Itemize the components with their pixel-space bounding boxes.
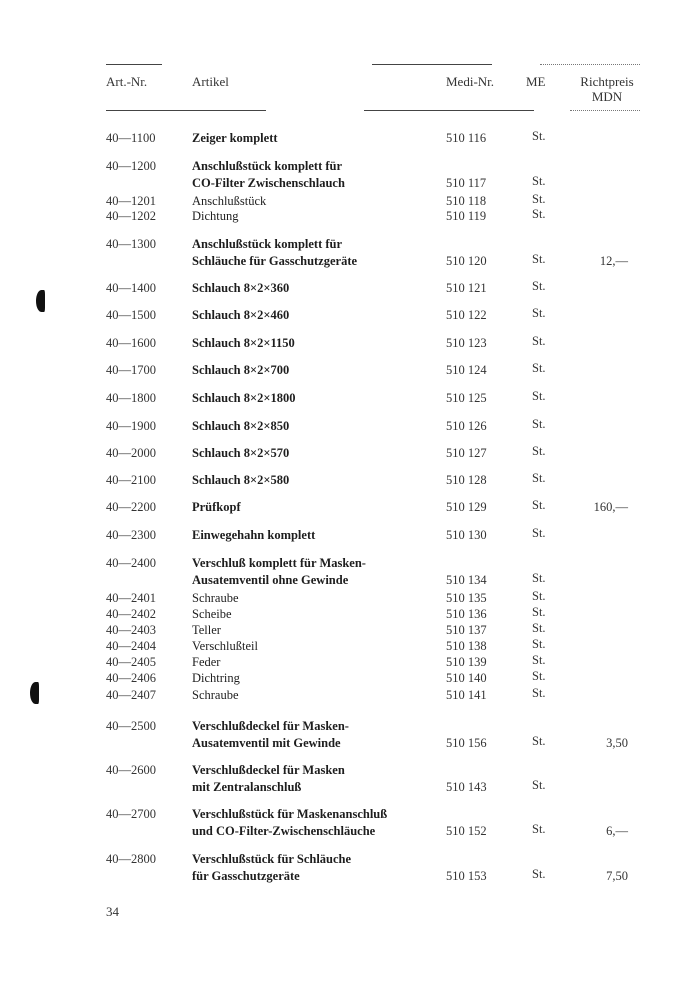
unit: St. — [532, 669, 546, 683]
article-name: Schraube — [192, 688, 239, 702]
header-rule-bottom-left — [106, 110, 266, 111]
unit: St. — [532, 778, 546, 792]
unit: St. — [532, 822, 546, 836]
medi-nr: 510 118 — [446, 194, 487, 208]
unit: St. — [532, 589, 546, 603]
article-name: Teller — [192, 623, 221, 637]
article-name: mit Zentralanschluß — [192, 780, 302, 794]
unit: St. — [532, 192, 546, 206]
unit: St. — [532, 129, 546, 143]
article-name: Schlauch 8×2×700 — [192, 363, 290, 377]
article-name: für Gasschutzgeräte — [192, 869, 300, 883]
art-nr: 40—2600 — [106, 763, 156, 777]
art-nr: 40—1700 — [106, 363, 156, 377]
unit: St. — [532, 279, 546, 293]
article-name: und CO-Filter-Zwischenschläuche — [192, 824, 376, 838]
article-name: Dichtung — [192, 209, 239, 223]
header-rule-top-mid — [372, 64, 492, 65]
unit: St. — [532, 207, 546, 221]
article-name: Schraube — [192, 591, 239, 605]
art-nr: 40—1400 — [106, 281, 156, 295]
article-name: Schlauch 8×2×360 — [192, 281, 290, 295]
unit: St. — [532, 498, 546, 512]
unit: St. — [532, 734, 546, 748]
unit: St. — [532, 444, 546, 458]
unit: St. — [532, 867, 546, 881]
unit: St. — [532, 621, 546, 635]
medi-nr: 510 119 — [446, 209, 487, 223]
article-name: Anschlußstück komplett für — [192, 159, 343, 173]
col-header-me: ME — [526, 74, 546, 89]
article-name: Scheibe — [192, 607, 232, 621]
col-header-richtpreis: Richtpreis — [580, 74, 634, 89]
article-name: Schlauch 8×2×570 — [192, 446, 290, 460]
article-name: Einwegehahn komplett — [192, 528, 316, 542]
header-rule-top-left — [106, 64, 162, 65]
medi-nr: 510 123 — [446, 336, 487, 350]
unit: St. — [532, 471, 546, 485]
medi-nr: 510 122 — [446, 308, 487, 322]
unit: St. — [532, 361, 546, 375]
art-nr: 40—2800 — [106, 852, 156, 866]
price: 6,— — [606, 824, 628, 838]
medi-nr: 510 120 — [446, 254, 487, 268]
article-name: Anschlußstück — [192, 194, 267, 208]
art-nr: 40—1300 — [106, 237, 156, 251]
art-nr: 40—2401 — [106, 591, 156, 605]
unit: St. — [532, 334, 546, 348]
article-name: Verschluß komplett für Masken- — [192, 556, 366, 570]
medi-nr: 510 126 — [446, 419, 487, 433]
article-name: Ausatemventil mit Gewinde — [192, 736, 341, 750]
article-name: CO-Filter Zwischenschlauch — [192, 176, 345, 190]
art-nr: 40—2406 — [106, 671, 156, 685]
medi-nr: 510 130 — [446, 528, 487, 542]
medi-nr: 510 124 — [446, 363, 487, 377]
art-nr: 40—1600 — [106, 336, 156, 350]
medi-nr: 510 139 — [446, 655, 487, 669]
art-nr: 40—2500 — [106, 719, 156, 733]
punch-hole-mark — [36, 290, 45, 312]
article-name: Verschlußstück für Schläuche — [192, 852, 352, 866]
page-number: 34 — [106, 904, 119, 919]
art-nr: 40—2403 — [106, 623, 156, 637]
medi-nr: 510 137 — [446, 623, 487, 637]
col-header-medi-nr: Medi-Nr. — [446, 74, 495, 89]
unit: St. — [532, 306, 546, 320]
medi-nr: 510 152 — [446, 824, 487, 838]
article-name: Prüfkopf — [192, 500, 241, 514]
price: 7,50 — [606, 869, 628, 883]
art-nr: 40—1100 — [106, 131, 156, 145]
art-nr: 40—2300 — [106, 528, 156, 542]
art-nr: 40—2400 — [106, 556, 156, 570]
unit: St. — [532, 653, 546, 667]
article-name: Verschlußteil — [192, 639, 258, 653]
article-name: Schlauch 8×2×850 — [192, 419, 290, 433]
medi-nr: 510 140 — [446, 671, 487, 685]
col-header-artikel: Artikel — [192, 74, 229, 89]
medi-nr: 510 141 — [446, 688, 487, 702]
medi-nr: 510 138 — [446, 639, 487, 653]
medi-nr: 510 136 — [446, 607, 487, 621]
medi-nr: 510 128 — [446, 473, 487, 487]
article-name: Dichtring — [192, 671, 240, 685]
medi-nr: 510 117 — [446, 176, 487, 190]
unit: St. — [532, 252, 546, 266]
medi-nr: 510 143 — [446, 780, 487, 794]
header-rule-top-right — [540, 64, 640, 65]
art-nr: 40—1500 — [106, 308, 156, 322]
medi-nr: 510 129 — [446, 500, 487, 514]
art-nr: 40—1800 — [106, 391, 156, 405]
article-name: Feder — [192, 655, 221, 669]
article-name: Schlauch 8×2×1150 — [192, 336, 295, 350]
punch-hole-mark — [30, 682, 39, 704]
price: 3,50 — [606, 736, 628, 750]
medi-nr: 510 125 — [446, 391, 487, 405]
article-name: Schlauch 8×2×460 — [192, 308, 290, 322]
col-header-art-nr: Art.-Nr. — [106, 74, 148, 89]
art-nr: 40—1202 — [106, 209, 156, 223]
article-name: Verschlußdeckel für Masken- — [192, 719, 349, 733]
medi-nr: 510 127 — [446, 446, 487, 460]
medi-nr: 510 116 — [446, 131, 487, 145]
article-name: Ausatemventil ohne Gewinde — [192, 573, 349, 587]
art-nr: 40—1900 — [106, 419, 156, 433]
unit: St. — [532, 174, 546, 188]
medi-nr: 510 134 — [446, 573, 487, 587]
art-nr: 40—2700 — [106, 807, 156, 821]
article-name: Schlauch 8×2×1800 — [192, 391, 296, 405]
article-name: Anschlußstück komplett für — [192, 237, 343, 251]
price: 160,— — [593, 500, 628, 514]
medi-nr: 510 135 — [446, 591, 487, 605]
article-name: Verschlußstück für Maskenanschluß — [192, 807, 388, 821]
art-nr: 40—2100 — [106, 473, 156, 487]
art-nr: 40—2000 — [106, 446, 156, 460]
article-name: Schläuche für Gasschutzgeräte — [192, 254, 358, 268]
medi-nr: 510 156 — [446, 736, 487, 750]
unit: St. — [532, 605, 546, 619]
art-nr: 40—2402 — [106, 607, 156, 621]
unit: St. — [532, 526, 546, 540]
medi-nr: 510 121 — [446, 281, 487, 295]
unit: St. — [532, 637, 546, 651]
article-name: Verschlußdeckel für Masken — [192, 763, 345, 777]
article-name: Zeiger komplett — [192, 131, 278, 145]
art-nr: 40—2405 — [106, 655, 156, 669]
price: 12,— — [599, 254, 628, 268]
header-rule-bottom-right — [570, 110, 640, 111]
article-name: Schlauch 8×2×580 — [192, 473, 290, 487]
unit: St. — [532, 417, 546, 431]
medi-nr: 510 153 — [446, 869, 487, 883]
art-nr: 40—2404 — [106, 639, 156, 653]
art-nr: 40—2200 — [106, 500, 156, 514]
art-nr: 40—1201 — [106, 194, 156, 208]
col-header-currency: MDN — [591, 89, 623, 104]
unit: St. — [532, 686, 546, 700]
unit: St. — [532, 571, 546, 585]
header-rule-bottom-mid — [364, 110, 534, 111]
art-nr: 40—1200 — [106, 159, 156, 173]
art-nr: 40—2407 — [106, 688, 156, 702]
unit: St. — [532, 389, 546, 403]
